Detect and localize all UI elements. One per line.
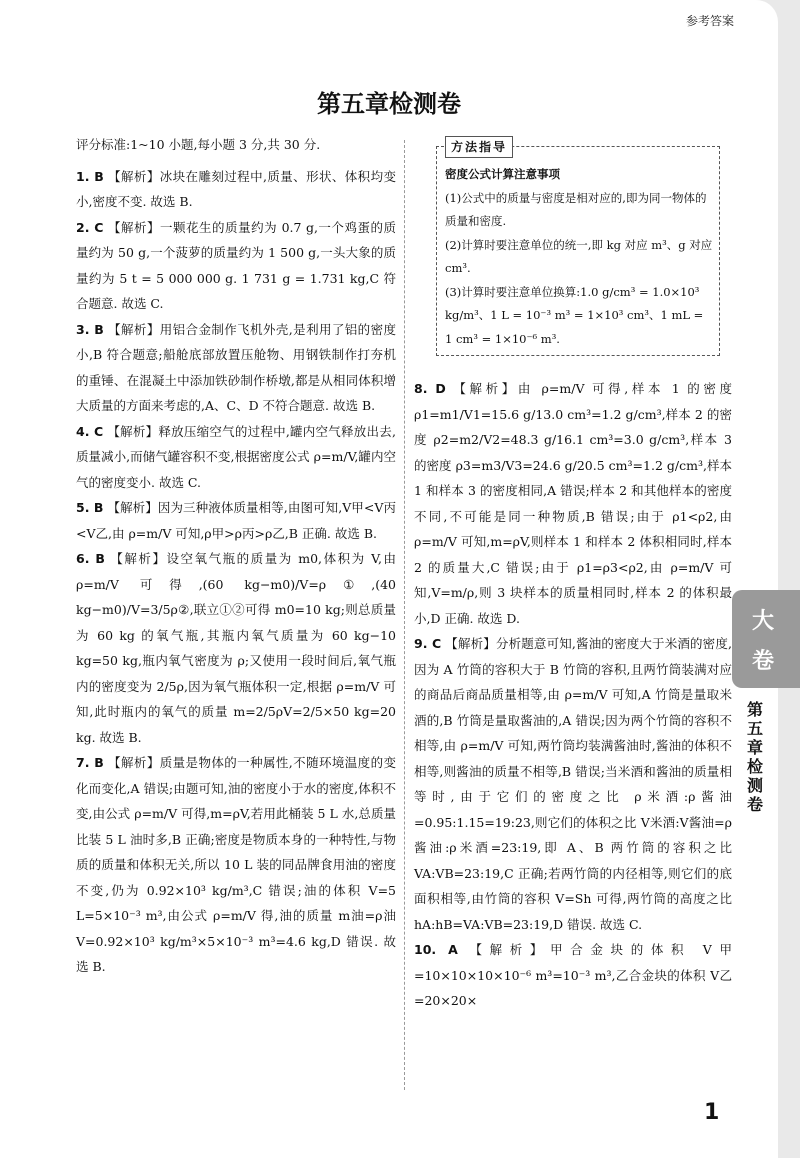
answer-item — [414, 631, 732, 937]
answer-text: 【解析】因为三种液体质量相等,由图可知,V甲<V丙<V乙,由 ρ=m/V 可知,ρ甲>ρ丙>ρ乙,B 正确. 故选 B. — [76, 500, 396, 541]
side-chapter-char: 第 — [746, 700, 763, 719]
side-chapter-char: 卷 — [746, 795, 763, 814]
side-tab — [732, 590, 800, 688]
column-divider — [404, 140, 405, 1090]
answer-text: 【解析】甲合金块的体积 V甲=10×10×10×10⁻⁶ m³=10⁻³ m³,乙合金块的体积 V乙=20×20× — [414, 942, 732, 1008]
answer-text: 【解析】冰块在雕刻过程中,质量、形状、体积均变小,密度不变. 故选 B. — [76, 168, 396, 209]
answer-item — [76, 164, 396, 215]
right-answer-list — [414, 376, 732, 1014]
scoring-standard: 评分标准:1~10 小题,每小题 3 分,共 30 分. — [76, 137, 321, 152]
answer-number: 3. B — [76, 321, 104, 337]
answer-item — [76, 495, 396, 546]
answer-text: 【解析】释放压缩空气的过程中,罐内空气释放出去,质量减小,而储气罐容积不变,根据密度公式 ρ=m/V,罐内空气的密度变小. 故选 C. — [76, 423, 396, 490]
answer-text: 【解析】用铝合金制作飞机外壳,是利用了铝的密度小,B 符合题意;船舱底部放置压舱物、用钢铁制作打夯机的重锤、在混凝土中添加铁砂制作桥墩,都是从相同体积增大质量的方面来考虑的,A、C、D 不符合题意. 故选 B. — [76, 321, 396, 413]
answer-number: 2. C — [76, 219, 104, 235]
side-tab-top: 大 — [752, 609, 775, 634]
answer-number: 10. A — [414, 942, 458, 957]
answer-text: 【解析】质量是物体的一种属性,不随环境温度的变化而变化,A 错误;由题可知,油的密度小于水的密度,体积不变,由公式 ρ=m/V 可得,m=ρV,若用此桶装 5 L 水,总质量比装 5 L 油时多,B 正确;密度是物质本身的一种特性,与物质的质量和体积无关,所以 10 L 装的同品牌食用油的密度不变,仍为 0.92×10³ kg/m³,C 错误;油的体积 V=5 L=5×10⁻³ m³,由公式 ρ=m/V 得,油的质量 m油=ρ油V=0.92×10³ kg/m³×5×10⁻³ m³=4.6 kg,D 错误. 故选 B. — [76, 755, 396, 974]
answer-item — [414, 376, 732, 631]
answer-item — [76, 215, 396, 317]
answer-item — [76, 546, 396, 750]
answer-number: 7. B — [76, 755, 104, 770]
method-guide-tag: 方法指导 — [445, 136, 513, 158]
side-chapter-char: 章 — [746, 738, 763, 757]
page-number: 1 — [704, 1100, 720, 1125]
answer-number: 1. B — [76, 168, 104, 184]
page-title: 第五章检测卷 — [317, 90, 461, 118]
right-column — [414, 132, 732, 1014]
answer-text: 【解析】一颗花生的质量约为 0.7 g,一个鸡蛋的质量约为 50 g,一个菠萝的质量约为 1 500 g,一头大象的质量约为 5 t = 5 000 000 g. 1 731 g = 1.731 kg,C 符合题意. 故选 C. — [76, 219, 396, 311]
side-chapter-label — [744, 700, 766, 814]
answer-number: 6. B — [76, 551, 105, 566]
side-tab-bottom: 卷 — [752, 649, 775, 674]
method-guide-title: 密度公式计算注意事项 — [445, 167, 560, 181]
answer-text: 【解析】设空氧气瓶的质量为 m0,体积为 V,由 ρ=m/V 可得,(60 kg−m0)/V=ρ①,(40 kg−m0)/V=3/5ρ②,联立①②可得 m0=10 kg;则总质量为 60 kg 的氧气瓶,其瓶内氧气质量为 60 kg−10 kg=50 kg,瓶内氧气密度为 ρ;又使用一段时间后,氧气瓶内的密度变为 2/5ρ,因为氧气瓶体积一定,根据 ρ=m/V 可知,此时瓶内的氧气的质量 m=2/5ρV=2/5×50 kg=20 kg. 故选 B. — [76, 551, 396, 745]
side-chapter-char: 检 — [746, 757, 763, 776]
method-guide-point: (2)计算时要注意单位的统一,即 kg 对应 m³、g 对应 cm³. — [445, 237, 713, 275]
answer-text: 【解析】分析题意可知,酱油的密度大于米酒的密度,因为 A 竹筒的容积大于 B 竹筒的容积,且两竹筒装满对应的商品后商品质量相等,由 ρ=m/V 可知,A 竹筒是量取米酒的,B 竹筒是量取酱油的,A 错误;因为两个竹筒的容积不相等,由 ρ=m/V 可知,两竹筒均装满酱油时,酱油的体积不相等,则酱油的质量不相等,B 错误;当米酒和酱油的质量相等时,由于它们的密度之比 ρ米酒:ρ酱油=0.95:1.15=19:23,则它们的体积之比 V米酒:V酱油=ρ酱油:ρ米酒=23:19,即 A、B 两竹筒的容积之比 VA:VB=23:19,C 正确;若两竹筒的内径相等,则它们的底面积相等,由竹筒的容积 V=Sh 可得,两竹筒的高度之比 hA:hB=VA:VB=23:19,D 错误. 故选 C. — [414, 636, 732, 932]
answer-number: 8. D — [414, 381, 446, 396]
answer-item — [414, 937, 732, 1014]
side-chapter-char: 测 — [746, 776, 763, 795]
answer-text: 【解析】由 ρ=m/V 可得,样本 1 的密度 ρ1=m1/V1=15.6 g/13.0 cm³=1.2 g/cm³,样本 2 的密度 ρ2=m2/V2=48.3 g/16.1 cm³=3.0 g/cm³,样本 3 的密度 ρ3=m3/V3=24.6 g/20.5 cm³=1.2 g/cm³,样本 1 和样本 3 的密度相同,A 错误;样本 2 和其他样本的密度不同,不可能是同一种物质,B 错误;由于 ρ1<ρ2,由 ρ=m/V 可知,m=ρV,则样本 1 和样本 2 体积相同时,样本 2 的质量大,C 错误;由于 ρ1=ρ3<ρ2,由 ρ=m/V 可知,V=m/ρ,则 3 块样本的质量相同时,样本 2 的体积最小,D 正确. 故选 D. — [414, 381, 732, 626]
method-guide-point: (1)公式中的质量与密度是相对应的,即为同一物体的质量和密度. — [445, 190, 707, 228]
left-answer-list — [76, 164, 396, 980]
side-chapter-char: 五 — [746, 719, 763, 738]
answer-item — [76, 419, 396, 496]
answer-number: 9. C — [414, 636, 442, 651]
left-column — [76, 132, 396, 980]
answer-item — [76, 317, 396, 419]
answer-number: 5. B — [76, 500, 104, 515]
method-guide-point: (3)计算时要注意单位换算:1.0 g/cm³ = 1.0×10³ kg/m³、1 L = 10⁻³ m³ = 1×10³ cm³、1 mL = 1 cm³ = 1×10⁻⁶ m³. — [445, 284, 704, 346]
method-guide-box — [436, 140, 720, 356]
answer-item — [76, 750, 396, 980]
header-label: 参考答案 — [685, 14, 734, 28]
answer-number: 4. C — [76, 423, 104, 439]
